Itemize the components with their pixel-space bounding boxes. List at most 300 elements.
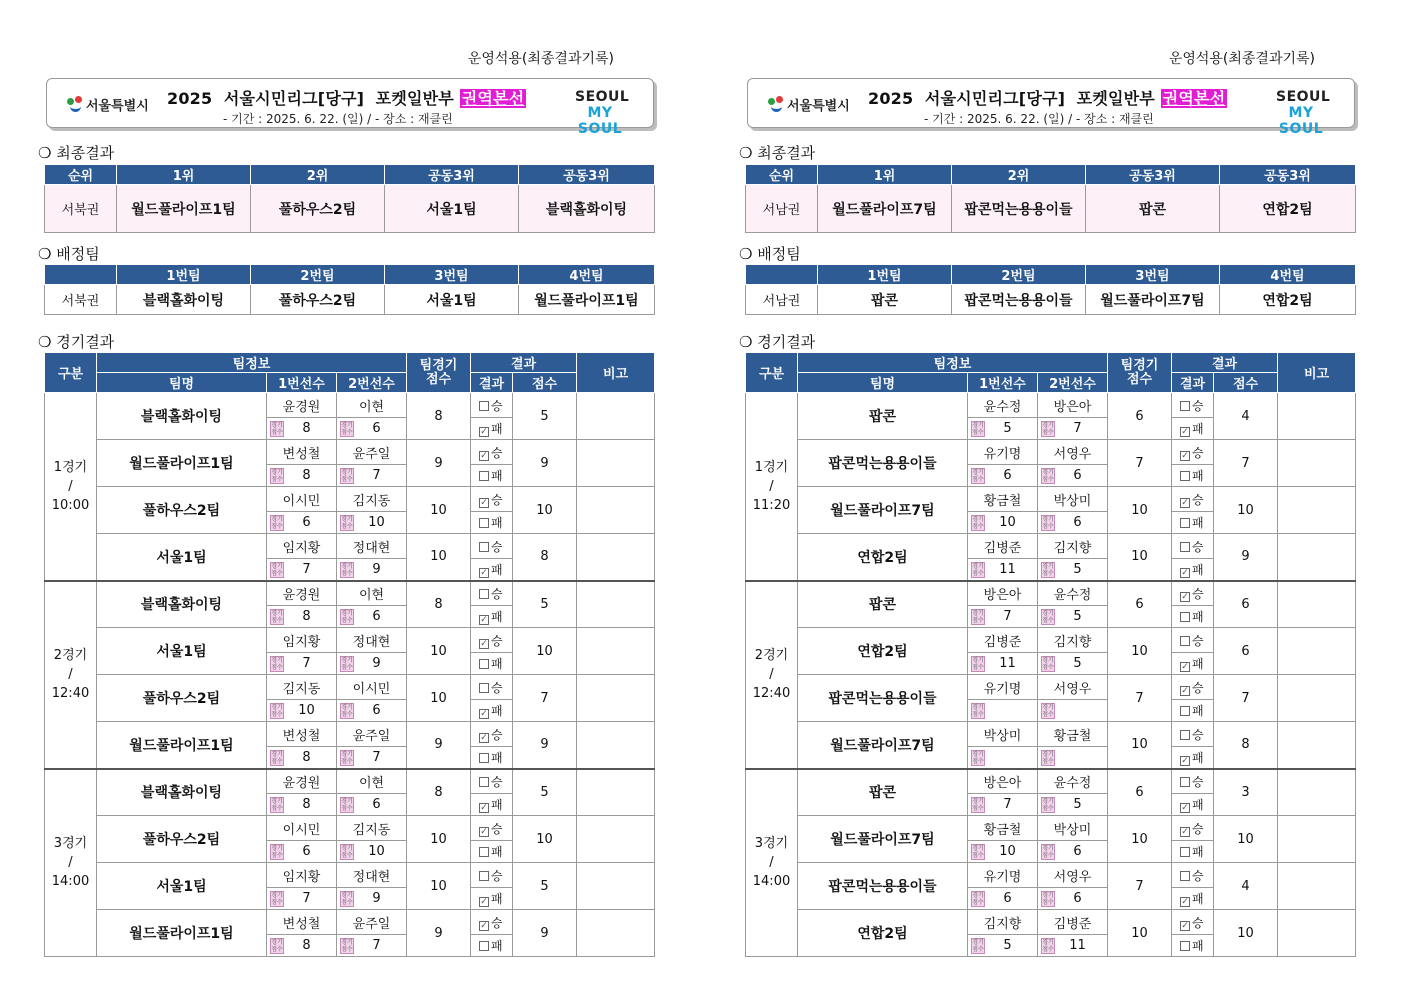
loss-label: 패: [491, 939, 503, 953]
player1-name: 윤수정: [968, 393, 1038, 418]
note-cell: [1278, 393, 1356, 440]
player-score-value: 6: [302, 844, 311, 859]
checkbox-icon[interactable]: [479, 639, 489, 649]
win-check[interactable]: [1172, 816, 1214, 841]
player-score-value: 6: [372, 609, 381, 624]
player2-name: 방은아: [1038, 393, 1108, 418]
player-score-value: 6: [302, 515, 311, 530]
win-check[interactable]: [471, 816, 513, 841]
win-check[interactable]: [471, 910, 513, 935]
assigned-teams-title: ❍ 배정팀: [739, 245, 801, 263]
score-tag-icon: 경기 점수: [972, 751, 984, 765]
win-label: 승: [1192, 821, 1204, 836]
loss-label: 패: [1192, 657, 1204, 671]
logo-line2: MY SOUL: [1278, 105, 1324, 137]
score-tag-icon: 경기 점수: [341, 892, 353, 906]
result-score: 5: [513, 769, 577, 816]
loss-label: 패: [491, 657, 503, 671]
player1-name: 김지향: [968, 910, 1038, 935]
checkbox-icon[interactable]: [1180, 777, 1190, 787]
player2-name: 이현: [337, 581, 407, 606]
team-game-score: 6: [1108, 393, 1172, 440]
team-game-score: 9: [407, 440, 471, 487]
assigned-team: 서울1팀: [385, 285, 519, 315]
note-cell: [577, 769, 655, 816]
player-score-value: 5: [1073, 609, 1082, 624]
player2-score: [337, 747, 407, 769]
team-name: 팝콘먹는용용이들: [798, 675, 968, 722]
checkbox-icon[interactable]: [1180, 803, 1190, 813]
score-tag-icon: 경기 점수: [341, 939, 353, 953]
win-check[interactable]: [1172, 487, 1214, 512]
player2-name: 서영우: [1038, 863, 1108, 888]
checkbox-icon[interactable]: [1180, 636, 1190, 646]
logo-line2: MY SOUL: [577, 105, 623, 137]
player2-score: [337, 888, 407, 910]
player-score-value: 8: [302, 609, 311, 624]
score-tag-icon: 경기 점수: [271, 422, 283, 436]
header-score: 점수: [513, 373, 577, 393]
player1-name: 임지황: [267, 628, 337, 653]
loss-check[interactable]: [1172, 794, 1214, 816]
player2-score: [1038, 512, 1108, 534]
checkbox-icon[interactable]: [479, 542, 489, 552]
team-game-score: 6: [1108, 581, 1172, 628]
player-score-value: 7: [372, 938, 381, 953]
score-tag-icon: 경기 점수: [1042, 939, 1054, 953]
win-check[interactable]: [471, 628, 513, 653]
player1-score: [267, 700, 337, 722]
checkbox-icon[interactable]: [479, 427, 489, 437]
checkbox-icon[interactable]: [1180, 498, 1190, 508]
loss-check[interactable]: [1172, 653, 1214, 675]
team-game-score: 7: [1108, 863, 1172, 910]
checkbox-icon[interactable]: [1180, 897, 1190, 907]
team-name: 월드풀라이프7팀: [798, 722, 968, 769]
checkbox-icon[interactable]: [479, 803, 489, 813]
loss-check[interactable]: [471, 888, 513, 910]
result-score: 10: [513, 487, 577, 534]
org-name: 서울특별시: [86, 99, 149, 114]
win-check[interactable]: [471, 393, 513, 418]
checkbox-icon[interactable]: [479, 568, 489, 578]
team-name: 월드풀라이프7팀: [798, 816, 968, 863]
final-header-cell: 공동3위: [1220, 165, 1356, 185]
checkbox-icon[interactable]: [1180, 871, 1190, 881]
checkbox-icon[interactable]: [1180, 686, 1190, 696]
win-check[interactable]: [1172, 581, 1214, 606]
win-check[interactable]: [471, 534, 513, 559]
player1-score: [968, 794, 1038, 816]
player1-name: 임지황: [267, 534, 337, 559]
checkbox-icon[interactable]: [479, 847, 489, 857]
checkbox-icon[interactable]: [1180, 401, 1190, 411]
player2-score: [1038, 606, 1108, 628]
player2-name: 윤수정: [1038, 769, 1108, 794]
player2-name: 김지동: [337, 487, 407, 512]
player-score-value: 7: [302, 891, 311, 906]
loss-check[interactable]: [1172, 747, 1214, 769]
table-row: [45, 534, 655, 559]
checkbox-icon[interactable]: [479, 518, 489, 528]
team-game-score: 9: [407, 722, 471, 769]
note-cell: [1278, 487, 1356, 534]
loss-check[interactable]: [471, 747, 513, 769]
checkbox-icon[interactable]: [479, 401, 489, 411]
player2-score: [337, 935, 407, 957]
loss-check[interactable]: [1172, 418, 1214, 440]
win-check[interactable]: [471, 675, 513, 700]
player-score-value: 6: [372, 421, 381, 436]
checkbox-icon[interactable]: [1180, 451, 1190, 461]
final-results-table: [44, 164, 655, 233]
win-check[interactable]: [1172, 628, 1214, 653]
player-score-value: 5: [1003, 421, 1012, 436]
loss-check[interactable]: [1172, 888, 1214, 910]
player1-score: [968, 465, 1038, 487]
score-tag-icon: 경기 점수: [1042, 657, 1054, 671]
checkbox-icon[interactable]: [479, 471, 489, 481]
note-cell: [577, 628, 655, 675]
note-cell: [577, 534, 655, 581]
score-tag-icon: 경기 점수: [972, 798, 984, 812]
win-check[interactable]: [1172, 440, 1214, 465]
checkbox-icon[interactable]: [479, 753, 489, 763]
game-label: 3경기 / 14:00: [746, 769, 798, 957]
note-cell: [1278, 910, 1356, 957]
result-score: 3: [1214, 769, 1278, 816]
score-tag-icon: 경기 점수: [341, 657, 353, 671]
checkbox-icon[interactable]: [1180, 542, 1190, 552]
result-sheet: [701, 0, 1341, 992]
loss-check[interactable]: [1172, 841, 1214, 863]
player2-name: 윤수정: [1038, 581, 1108, 606]
header-player2: 2번선수: [337, 373, 407, 393]
note-cell: [577, 910, 655, 957]
player1-name: 이시민: [267, 487, 337, 512]
checkbox-icon[interactable]: [1180, 847, 1190, 857]
result-score: 6: [1214, 581, 1278, 628]
win-check[interactable]: [1172, 534, 1214, 559]
loss-label: 패: [491, 610, 503, 624]
result-score: 4: [1214, 393, 1278, 440]
assign-header-cell: 2번팀: [952, 265, 1086, 285]
score-tag-icon: 경기 점수: [271, 563, 283, 577]
score-tag-icon: 경기 점수: [972, 845, 984, 859]
loss-label: 패: [1192, 750, 1204, 765]
checkbox-icon[interactable]: [1180, 730, 1190, 740]
score-tag-icon: 경기 점수: [341, 516, 353, 530]
win-label: 승: [491, 492, 503, 507]
team-game-score: 8: [407, 581, 471, 628]
win-check[interactable]: [471, 769, 513, 794]
logo-line1: SEOUL: [575, 89, 630, 105]
loss-check[interactable]: [1172, 606, 1214, 628]
header-team-score: 팀경기 점수: [407, 353, 471, 393]
player2-score: [337, 606, 407, 628]
result-score: 5: [513, 863, 577, 910]
loss-check[interactable]: [471, 559, 513, 581]
banner-title-text: 2025 서울시민리그[당구] 포켓일반부: [167, 89, 460, 108]
note-cell: [1278, 722, 1356, 769]
team-game-score: 10: [1108, 487, 1172, 534]
score-tag-icon: 경기 점수: [1042, 422, 1054, 436]
player2-score: [337, 841, 407, 863]
game-results-title: ❍ 경기결과: [38, 333, 115, 351]
checkbox-icon[interactable]: [479, 589, 489, 599]
score-tag-icon: 경기 점수: [341, 610, 353, 624]
score-tag-icon: 경기 점수: [972, 563, 984, 577]
player1-name: 황금철: [968, 816, 1038, 841]
score-tag-icon: 경기 점수: [972, 422, 984, 436]
result-score: 10: [1214, 910, 1278, 957]
score-tag-icon: 경기 점수: [1042, 469, 1054, 483]
player1-name: 유기명: [968, 440, 1038, 465]
header-player2: 2번선수: [1038, 373, 1108, 393]
table-row: [45, 675, 655, 700]
score-tag-icon: 경기 점수: [1042, 516, 1054, 530]
header-player1: 1번선수: [267, 373, 337, 393]
checkbox-icon[interactable]: [479, 709, 489, 719]
team-name: 월드풀라이프1팀: [97, 440, 267, 487]
final-header-cell: 순위: [746, 165, 818, 185]
player-score-value: 8: [302, 421, 311, 436]
player-score-value: 7: [1003, 797, 1012, 812]
region-cell: 서남권: [746, 185, 818, 233]
win-check[interactable]: [1172, 863, 1214, 888]
checkbox-icon[interactable]: [1180, 592, 1190, 602]
player-score-value: 7: [372, 468, 381, 483]
win-label: 승: [1192, 727, 1204, 742]
table-row: [746, 487, 1356, 512]
player2-name: 서영우: [1038, 675, 1108, 700]
checkbox-icon[interactable]: [479, 941, 489, 951]
loss-check[interactable]: [1172, 700, 1214, 722]
game-results-table: [44, 352, 655, 957]
checkbox-icon[interactable]: [1180, 427, 1190, 437]
team-game-score: 7: [1108, 675, 1172, 722]
checkbox-icon[interactable]: [1180, 941, 1190, 951]
checkbox-icon[interactable]: [479, 871, 489, 881]
win-label: 승: [1192, 680, 1204, 695]
team-game-score: 10: [1108, 722, 1172, 769]
checkbox-icon[interactable]: [1180, 612, 1190, 622]
table-row: [45, 910, 655, 935]
player1-name: 김병준: [968, 534, 1038, 559]
win-check[interactable]: [1172, 393, 1214, 418]
result-score: 7: [1214, 675, 1278, 722]
player1-score: [267, 888, 337, 910]
header-score: 점수: [1214, 373, 1278, 393]
team-game-score: 10: [407, 628, 471, 675]
player2-name: 김지향: [1038, 628, 1108, 653]
checkbox-icon[interactable]: [479, 659, 489, 669]
team-name: 블랙홀화이팅: [97, 393, 267, 440]
table-row: [746, 440, 1356, 465]
checkbox-icon[interactable]: [1180, 568, 1190, 578]
win-check[interactable]: [471, 487, 513, 512]
loss-check[interactable]: [1172, 465, 1214, 487]
checkbox-icon[interactable]: [479, 777, 489, 787]
final-results-table: [745, 164, 1356, 233]
game-label: 1경기 / 10:00: [45, 393, 97, 581]
note-cell: [1278, 769, 1356, 816]
table-row: [45, 769, 655, 794]
loss-label: 패: [1192, 562, 1204, 577]
player-score-value: 6: [1073, 844, 1082, 859]
loss-check[interactable]: [471, 935, 513, 957]
checkbox-icon[interactable]: [479, 827, 489, 837]
player-score-value: 7: [372, 749, 381, 765]
win-label: 승: [1192, 398, 1204, 413]
player-score-value: 8: [302, 749, 311, 765]
player1-name: 유기명: [968, 675, 1038, 700]
checkbox-icon[interactable]: [1180, 662, 1190, 672]
final-rank-team: 연합2팀: [1220, 185, 1356, 233]
team-game-score: 7: [1108, 440, 1172, 487]
seoul-emblem-icon: [768, 96, 785, 113]
win-label: 승: [491, 633, 503, 648]
team-name: 팝콘: [798, 393, 968, 440]
loss-label: 패: [1192, 892, 1204, 906]
note-cell: [1278, 675, 1356, 722]
checkbox-icon[interactable]: [1180, 706, 1190, 716]
header-result-group: 결과: [1172, 353, 1278, 373]
loss-check[interactable]: [471, 512, 513, 534]
table-row: [45, 628, 655, 653]
player1-name: 윤경원: [267, 769, 337, 794]
assign-header-cell: 2번팀: [251, 265, 385, 285]
player1-score: [267, 418, 337, 440]
assigned-team: 연합2팀: [1220, 285, 1356, 315]
table-row: [746, 863, 1356, 888]
win-check[interactable]: [1172, 722, 1214, 747]
loss-check[interactable]: [1172, 559, 1214, 581]
score-tag-icon: 경기 점수: [1042, 892, 1054, 906]
loss-check[interactable]: [1172, 512, 1214, 534]
team-name: 풀하우스2팀: [97, 487, 267, 534]
assign-header-cell: [45, 265, 117, 285]
checkbox-icon[interactable]: [1180, 518, 1190, 528]
checkbox-icon[interactable]: [1180, 921, 1190, 931]
team-game-score: 8: [407, 393, 471, 440]
team-game-score: 10: [1108, 816, 1172, 863]
loss-check[interactable]: [471, 794, 513, 816]
table-row: [746, 393, 1356, 418]
assign-header-cell: 3번팀: [1086, 265, 1220, 285]
checkbox-icon[interactable]: [479, 451, 489, 461]
win-check[interactable]: [1172, 675, 1214, 700]
team-game-score: 10: [1108, 628, 1172, 675]
assign-header-cell: 1번팀: [117, 265, 251, 285]
loss-label: 패: [491, 845, 503, 859]
player-score-value: 9: [372, 891, 381, 906]
checkbox-icon[interactable]: [479, 897, 489, 907]
loss-check[interactable]: [1172, 935, 1214, 957]
player-score-value: 6: [1003, 468, 1012, 483]
team-game-score: 10: [1108, 534, 1172, 581]
assigned-team: 팝콘: [818, 285, 952, 315]
win-check[interactable]: [471, 722, 513, 747]
note-cell: [1278, 440, 1356, 487]
sheet-note: 운영석용(최종결과기록): [467, 51, 614, 67]
note-cell: [577, 581, 655, 628]
note-cell: [1278, 534, 1356, 581]
checkbox-icon[interactable]: [479, 733, 489, 743]
score-tag-icon: 경기 점수: [271, 610, 283, 624]
player1-name: 김병준: [968, 628, 1038, 653]
loss-check[interactable]: [471, 465, 513, 487]
team-name: 연합2팀: [798, 910, 968, 957]
team-name: 서울1팀: [97, 534, 267, 581]
loss-check[interactable]: [471, 606, 513, 628]
win-check[interactable]: [471, 863, 513, 888]
player2-name: 정대현: [337, 863, 407, 888]
loss-check[interactable]: [471, 653, 513, 675]
win-check[interactable]: [1172, 769, 1214, 794]
win-label: 승: [491, 821, 503, 836]
player2-name: 이현: [337, 769, 407, 794]
score-tag-icon: 경기 점수: [271, 892, 283, 906]
player2-name: 황금철: [1038, 722, 1108, 747]
loss-label: 패: [1192, 939, 1204, 953]
player-score-value: 5: [1073, 561, 1082, 577]
team-name: 월드풀라이프1팀: [97, 722, 267, 769]
team-name: 연합2팀: [798, 534, 968, 581]
team-name: 월드풀라이프1팀: [97, 910, 267, 957]
table-row: [746, 769, 1356, 794]
checkbox-icon[interactable]: [479, 683, 489, 693]
player1-score: [968, 512, 1038, 534]
checkbox-icon[interactable]: [1180, 827, 1190, 837]
header-gubun: 구분: [746, 353, 798, 393]
checkbox-icon[interactable]: [479, 498, 489, 508]
loss-check[interactable]: [471, 418, 513, 440]
checkbox-icon[interactable]: [1180, 471, 1190, 481]
player-score-value: 7: [302, 656, 311, 671]
player1-score: [267, 465, 337, 487]
note-cell: [1278, 581, 1356, 628]
banner-subtitle: - 기간 : 2025. 6. 22. (일) / - 장소 : 재클린: [223, 112, 453, 126]
player-score-value: 11: [1069, 938, 1086, 953]
player1-score: [968, 841, 1038, 863]
header-player1: 1번선수: [968, 373, 1038, 393]
final-rank-team: 월드풀라이프1팀: [117, 185, 251, 233]
region-cell: 서북권: [45, 185, 117, 233]
loss-label: 패: [491, 704, 503, 718]
player-score-value: 7: [1003, 609, 1012, 624]
player1-name: 방은아: [968, 581, 1038, 606]
title-banner: [46, 78, 654, 137]
header-team-score: 팀경기 점수: [1108, 353, 1172, 393]
loss-label: 패: [1192, 469, 1204, 483]
loss-check[interactable]: [471, 841, 513, 863]
player1-score: [968, 653, 1038, 675]
final-rank-team: 서울1팀: [385, 185, 519, 233]
team-game-score: 10: [407, 534, 471, 581]
win-check[interactable]: [471, 581, 513, 606]
checkbox-icon[interactable]: [1180, 756, 1190, 766]
score-tag-icon: 경기 점수: [341, 704, 353, 718]
player2-name: 김지향: [1038, 534, 1108, 559]
win-check[interactable]: [1172, 910, 1214, 935]
checkbox-icon[interactable]: [479, 921, 489, 931]
assigned-team: 월드풀라이프1팀: [519, 285, 655, 315]
win-check[interactable]: [471, 440, 513, 465]
note-cell: [577, 440, 655, 487]
loss-check[interactable]: [471, 700, 513, 722]
checkbox-icon[interactable]: [479, 615, 489, 625]
